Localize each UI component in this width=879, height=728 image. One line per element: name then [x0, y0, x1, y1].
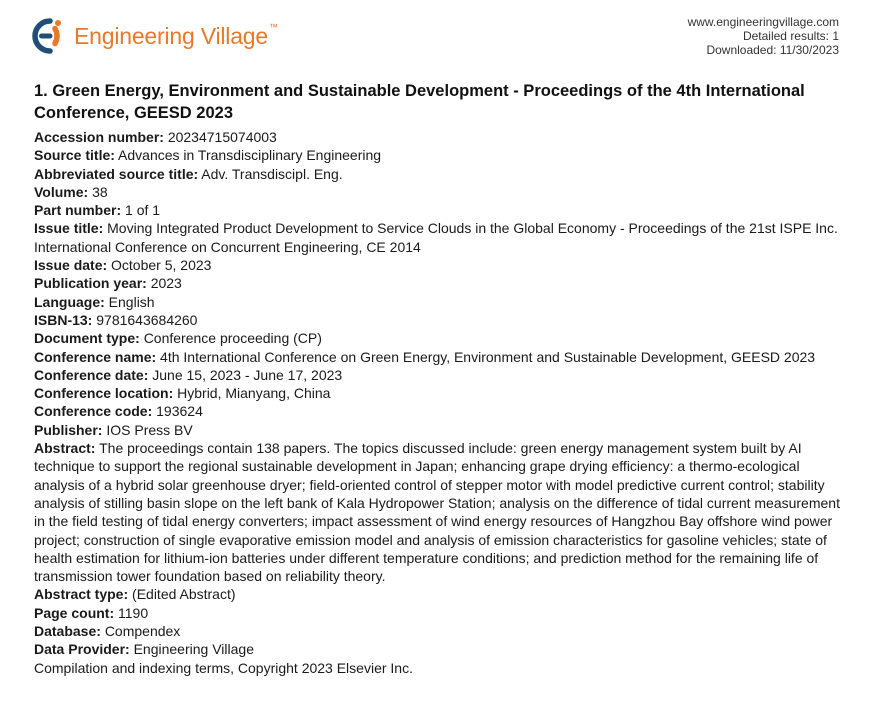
record-field — [34, 183, 846, 201]
field-label: Document type: — [34, 330, 140, 347]
field-label: Issue date: — [34, 257, 108, 274]
ev-logo-icon — [32, 18, 68, 54]
record-field — [34, 640, 846, 658]
record-field — [34, 366, 846, 384]
field-label: Data Provider: — [34, 641, 130, 658]
field-value: Moving Integrated Product Development to Service Clouds in the Global Economy - Proceedings of the 21st ISPE Inc. International Conference on Concurrent Engineering, CE 2014 — [34, 220, 838, 255]
record-title: 1. Green Energy, Environment and Sustainable Development - Proceedings of the 4th International Conference, GEESD 2023 — [34, 82, 805, 122]
field-label: Abstract type: — [34, 586, 129, 603]
field-value: 4th International Conference on Green Energy, Environment and Sustainable Development, GEESD 2023 — [160, 348, 816, 365]
field-value: (Edited Abstract) — [132, 586, 236, 603]
detailed-results-count: Detailed results: 1 — [742, 29, 839, 43]
record-field — [34, 311, 846, 329]
record-field — [34, 329, 846, 347]
field-value: English — [108, 293, 155, 310]
field-value: Conference proceeding (CP) — [143, 330, 322, 347]
field-value: 1 of 1 — [125, 202, 161, 219]
download-date: Downloaded: 11/30/2023 — [706, 43, 839, 57]
field-label: Database: — [34, 623, 101, 640]
download-meta — [688, 15, 839, 57]
field-value: October 5, 2023 — [111, 257, 212, 274]
record-field — [34, 421, 846, 439]
field-value: 38 — [92, 183, 108, 200]
record-field — [34, 274, 846, 292]
field-value: 20234715074003 — [167, 129, 277, 145]
record-field — [34, 165, 846, 183]
field-label: Conference location: — [34, 385, 174, 402]
field-label: Conference name: — [34, 348, 157, 365]
field-value: IOS Press BV — [106, 421, 193, 438]
record-field — [34, 256, 846, 274]
logo-wordmark: Engineering Village™ — [74, 21, 278, 49]
field-value: June 15, 2023 - June 17, 2023 — [152, 366, 343, 383]
record-field — [34, 201, 846, 219]
record-field — [34, 439, 846, 585]
field-value: 2023 — [150, 275, 182, 292]
record-field — [34, 622, 846, 640]
field-label: Publication year: — [34, 275, 147, 292]
record-content — [34, 80, 846, 677]
field-label: Source title: — [34, 147, 115, 164]
website-url: www.engineeringvillage.com — [687, 15, 839, 29]
field-label: Publisher: — [34, 421, 103, 438]
record-field — [34, 384, 846, 402]
record-field — [34, 585, 846, 603]
field-label: Abstract: — [34, 440, 96, 457]
page-header — [0, 0, 879, 70]
field-label: Volume: — [34, 183, 89, 200]
field-label: Conference date: — [34, 366, 149, 383]
record-field — [34, 128, 846, 146]
record-field — [34, 604, 846, 622]
record-field — [34, 348, 846, 366]
field-label: Page count: — [34, 604, 115, 621]
field-value: 193624 — [156, 403, 203, 420]
field-value: Adv. Transdiscipl. Eng. — [201, 165, 343, 182]
copyright-note: Compilation and indexing terms, Copyright 2023 Elsevier Inc. — [34, 659, 413, 676]
field-value: Engineering Village — [133, 641, 254, 658]
field-label: Conference code: — [34, 403, 153, 420]
field-value: 1190 — [118, 604, 149, 621]
field-label: Abbreviated source title: — [34, 165, 199, 182]
field-value: Compendex — [104, 623, 181, 640]
field-value: Hybrid, Mianyang, China — [177, 385, 331, 402]
record-field — [34, 146, 846, 164]
field-label: ISBN-13: — [34, 311, 93, 328]
field-label: Issue title: — [34, 220, 104, 237]
record-fields — [34, 128, 846, 659]
field-value: The proceedings contain 138 papers. The topics discussed include: green energy management system built by AI technique to support the regional sustainable development in Japan; enhancing grape drying efficiency: a thermo-ecological analysis of a hybrid solar greenhouse dryer; field-oriented control of stepper motor with model predictive current control; stability analysis of stilling basin slope on the left bank of Kala Hydropower Station; analysis on the difference of tidal current measurement in the field testing of tidal energy converters; impact assessment of wind energy resources of Hangzhou Bay offshore wind power project; construction of single evaporative emission model and analysis of emission characteristics for gasoline vehicles; state of health estimation for lithium-ion batteries under different temperature conditions; and prediction method for the remaining life of transmission tower foundation based on reliability theory. — [34, 440, 840, 585]
field-value: 9781643684260 — [96, 311, 198, 328]
field-label: Language: — [34, 293, 105, 310]
engineering-village-logo — [32, 16, 278, 56]
record-field — [34, 293, 846, 311]
record-field — [34, 402, 846, 420]
field-label: Accession number: — [34, 129, 164, 145]
record-field — [34, 219, 846, 256]
field-value: Advances in Transdisciplinary Engineering — [118, 147, 382, 164]
field-label: Part number: — [34, 202, 122, 219]
